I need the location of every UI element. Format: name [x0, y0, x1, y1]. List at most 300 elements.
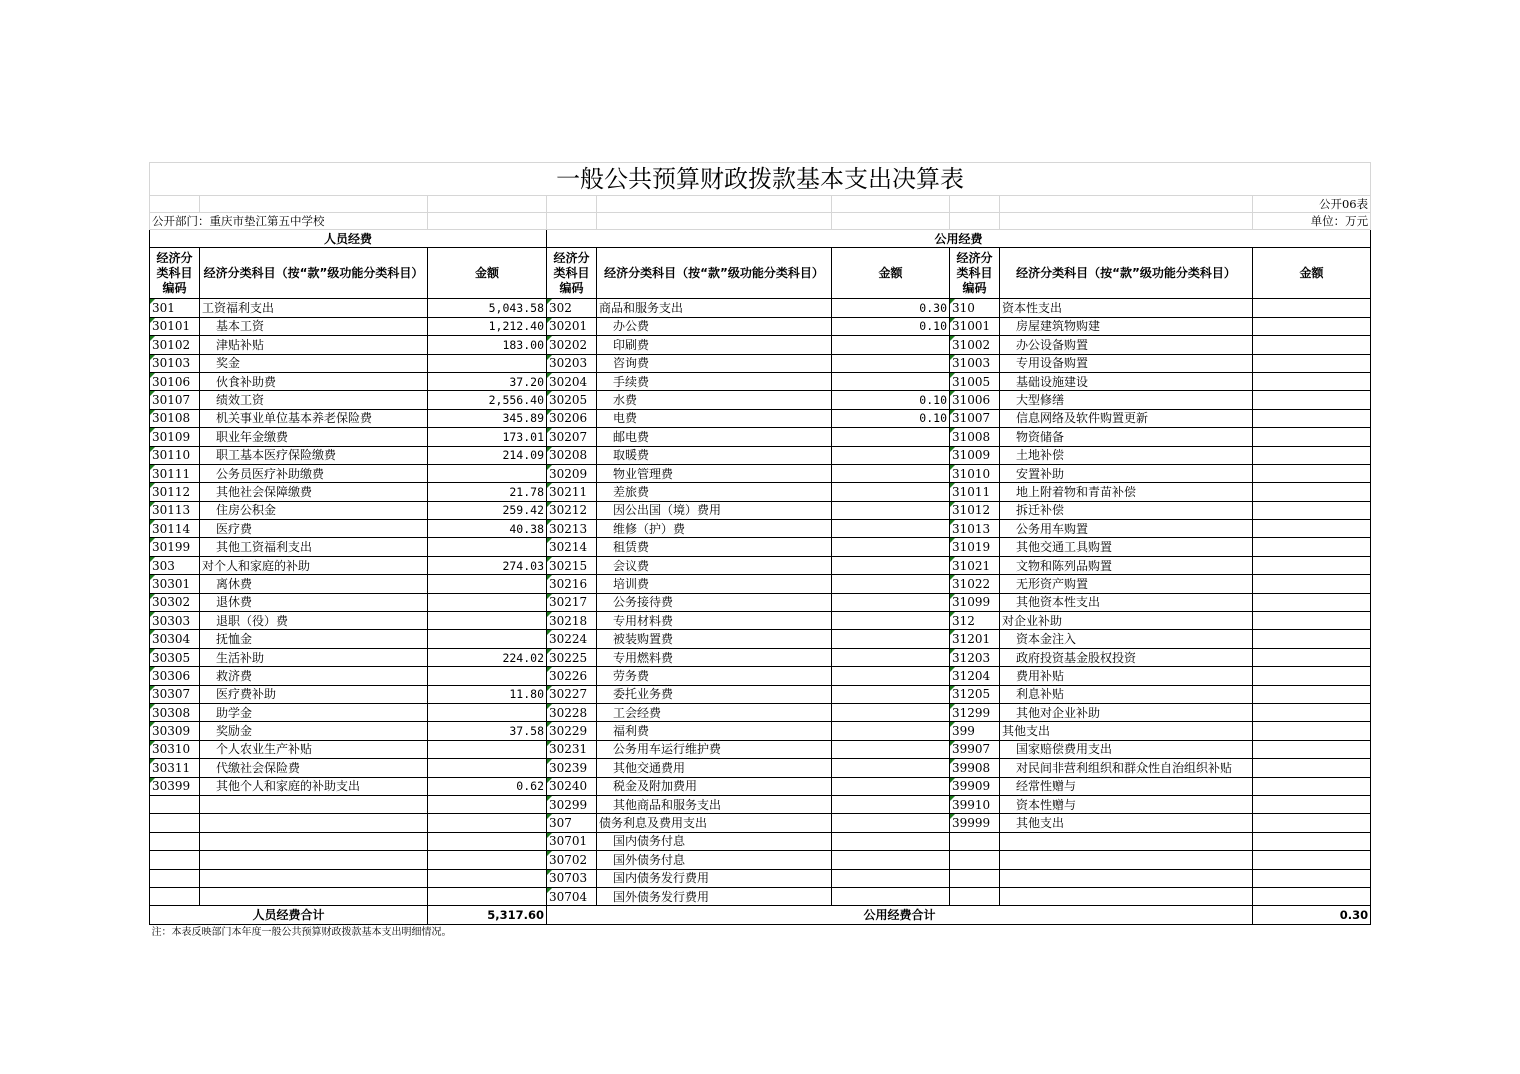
table-row: [150, 795, 1371, 813]
personnel-total-amount: 5,317.60: [428, 906, 547, 924]
row-name: 委托业务费: [597, 685, 832, 703]
row-amount: [832, 538, 950, 556]
row-name: [200, 814, 428, 832]
row-code: 31099: [950, 593, 1000, 611]
row-code: 30110: [150, 446, 200, 464]
row-amount: [1253, 446, 1371, 464]
row-code: 31010: [950, 464, 1000, 482]
table-row: [150, 538, 1371, 556]
row-amount: [1253, 703, 1371, 721]
row-name: 伙食补助费: [200, 372, 428, 390]
row-name: 安置补助: [1000, 464, 1253, 482]
row-amount: [428, 464, 547, 482]
row-name: 职业年金缴费: [200, 428, 428, 446]
row-name: 其他支出: [1000, 722, 1253, 740]
row-name: 基本工资: [200, 317, 428, 335]
row-name: 资本金注入: [1000, 630, 1253, 648]
row-name: 水费: [597, 391, 832, 409]
row-code: 307: [547, 814, 597, 832]
row-name: 税金及附加费用: [597, 777, 832, 795]
row-name: 国内债务付息: [597, 832, 832, 850]
row-name: 救济费: [200, 667, 428, 685]
row-name: 绩效工资: [200, 391, 428, 409]
row-amount: [428, 887, 547, 905]
row-code: 302: [547, 299, 597, 317]
row-name: 利息补贴: [1000, 685, 1253, 703]
row-name: 商品和服务支出: [597, 299, 832, 317]
row-name: 职工基本医疗保险缴费: [200, 446, 428, 464]
table-row: [150, 446, 1371, 464]
row-amount: [832, 630, 950, 648]
row-amount: [832, 667, 950, 685]
row-amount: [428, 667, 547, 685]
row-amount: [832, 832, 950, 850]
expenditure-table: [149, 162, 1371, 941]
row-name: 退职（役）费: [200, 612, 428, 630]
row-code: 30226: [547, 667, 597, 685]
row-code: 30208: [547, 446, 597, 464]
row-amount: [1253, 777, 1371, 795]
row-code: 30203: [547, 354, 597, 372]
table-row: [150, 336, 1371, 354]
row-code: 30102: [150, 336, 200, 354]
row-code: 31007: [950, 409, 1000, 427]
row-code: 30306: [150, 667, 200, 685]
row-amount: [1253, 336, 1371, 354]
row-amount: 274.03: [428, 556, 547, 574]
row-name: 维修（护）费: [597, 520, 832, 538]
row-name: [200, 869, 428, 887]
row-code: [150, 887, 200, 905]
row-amount: 40.38: [428, 520, 547, 538]
row-name: 无形资产购置: [1000, 575, 1253, 593]
row-code: 30207: [547, 428, 597, 446]
row-amount: [1253, 887, 1371, 905]
row-name: 咨询费: [597, 354, 832, 372]
row-code: 30310: [150, 740, 200, 758]
row-name: 福利费: [597, 722, 832, 740]
row-code: [150, 814, 200, 832]
row-name: 国内债务发行费用: [597, 869, 832, 887]
table-row: [150, 722, 1371, 740]
row-amount: 0.10: [832, 317, 950, 335]
page-title: 一般公共预算财政拨款基本支出决算表: [150, 163, 1371, 196]
table-row: [150, 299, 1371, 317]
row-amount: [1253, 317, 1371, 335]
row-code: [150, 832, 200, 850]
row-name: 津贴补贴: [200, 336, 428, 354]
row-name: 医疗费: [200, 520, 428, 538]
row-name: 其他个人和家庭的补助支出: [200, 777, 428, 795]
row-code: 30308: [150, 703, 200, 721]
row-name: 其他对企业补助: [1000, 703, 1253, 721]
department-label: 公开部门：重庆市垫江第五中学校: [150, 213, 428, 230]
row-name: 物业管理费: [597, 464, 832, 482]
row-code: 310: [950, 299, 1000, 317]
row-amount: [832, 851, 950, 869]
row-code: 30303: [150, 612, 200, 630]
row-name: 租赁费: [597, 538, 832, 556]
row-code: 31013: [950, 520, 1000, 538]
row-name: 政府投资基金股权投资: [1000, 648, 1253, 666]
table-row: [150, 703, 1371, 721]
row-amount: [428, 832, 547, 850]
row-code: 30229: [547, 722, 597, 740]
row-code: 30704: [547, 887, 597, 905]
row-code: 30299: [547, 795, 597, 813]
row-name: 经常性赠与: [1000, 777, 1253, 795]
row-name: 其他商品和服务支出: [597, 795, 832, 813]
row-amount: 11.80: [428, 685, 547, 703]
header-amount-1: 金额: [428, 248, 547, 299]
row-amount: [832, 740, 950, 758]
row-name: 其他工资福利支出: [200, 538, 428, 556]
row-name: 离休费: [200, 575, 428, 593]
row-amount: [428, 630, 547, 648]
personnel-total-label: 人员经费合计: [150, 906, 428, 924]
row-amount: [832, 795, 950, 813]
table-row: [150, 685, 1371, 703]
row-code: 30114: [150, 520, 200, 538]
row-amount: [832, 722, 950, 740]
row-code: 30304: [150, 630, 200, 648]
row-amount: [832, 501, 950, 519]
row-name: 被装购置费: [597, 630, 832, 648]
row-amount: [832, 556, 950, 574]
row-amount: 345.89: [428, 409, 547, 427]
row-code: 30218: [547, 612, 597, 630]
row-amount: [428, 795, 547, 813]
header-amount-2: 金额: [832, 248, 950, 299]
row-name: 印刷费: [597, 336, 832, 354]
header-code-2: 经济分类科目编码: [547, 248, 597, 299]
row-code: 30311: [150, 759, 200, 777]
row-amount: 1,212.40: [428, 317, 547, 335]
row-name: 工资福利支出: [200, 299, 428, 317]
row-code: 30225: [547, 648, 597, 666]
row-amount: [832, 354, 950, 372]
public-total-amount: 0.30: [1253, 906, 1371, 924]
row-name: 拆迁补偿: [1000, 501, 1253, 519]
row-amount: [1253, 575, 1371, 593]
row-amount: [832, 703, 950, 721]
row-amount: [832, 428, 950, 446]
row-name: 基础设施建设: [1000, 372, 1253, 390]
row-name: 土地补偿: [1000, 446, 1253, 464]
row-amount: [1253, 740, 1371, 758]
row-code: 30212: [547, 501, 597, 519]
table-row: [150, 501, 1371, 519]
table-row: [150, 630, 1371, 648]
table-row: [150, 759, 1371, 777]
row-code: 30205: [547, 391, 597, 409]
row-name: 资本性赠与: [1000, 795, 1253, 813]
header-name-1: 经济分类科目（按“款”级功能分类科目）: [200, 248, 428, 299]
row-name: 办公费: [597, 317, 832, 335]
row-code: 31005: [950, 372, 1000, 390]
table-row: [150, 372, 1371, 390]
row-code: 31011: [950, 483, 1000, 501]
row-code: 303: [150, 556, 200, 574]
table-row: [150, 593, 1371, 611]
row-amount: [428, 869, 547, 887]
row-code: 30307: [150, 685, 200, 703]
row-code: 31006: [950, 391, 1000, 409]
row-code: 30202: [547, 336, 597, 354]
row-code: 30399: [150, 777, 200, 795]
row-amount: [428, 851, 547, 869]
row-amount: [832, 777, 950, 795]
row-name: [1000, 851, 1253, 869]
table-row: [150, 648, 1371, 666]
row-code: 30703: [547, 869, 597, 887]
row-amount: [1253, 372, 1371, 390]
row-code: 30109: [150, 428, 200, 446]
row-name: 劳务费: [597, 667, 832, 685]
row-amount: [1253, 354, 1371, 372]
table-row: [150, 520, 1371, 538]
row-name: 住房公积金: [200, 501, 428, 519]
section-public: 公用经费: [547, 230, 1371, 248]
row-name: 费用补贴: [1000, 667, 1253, 685]
row-name: 办公设备购置: [1000, 336, 1253, 354]
row-name: 其他交通工具购置: [1000, 538, 1253, 556]
row-code: 30103: [150, 354, 200, 372]
row-name: 对企业补助: [1000, 612, 1253, 630]
row-code: 31008: [950, 428, 1000, 446]
budget-sheet: [149, 162, 1370, 941]
row-amount: [1253, 391, 1371, 409]
row-amount: [1253, 520, 1371, 538]
row-name: 邮电费: [597, 428, 832, 446]
row-amount: 259.42: [428, 501, 547, 519]
table-number: 公开06表: [1253, 196, 1371, 213]
row-amount: [428, 538, 547, 556]
row-code: 30228: [547, 703, 597, 721]
row-amount: [428, 759, 547, 777]
row-name: [1000, 832, 1253, 850]
row-code: [950, 832, 1000, 850]
row-name: 个人农业生产补贴: [200, 740, 428, 758]
row-name: 信息网络及软件购置更新: [1000, 409, 1253, 427]
row-amount: [1253, 556, 1371, 574]
row-code: 30107: [150, 391, 200, 409]
row-name: 其他资本性支出: [1000, 593, 1253, 611]
table-row: [150, 777, 1371, 795]
table-row: [150, 464, 1371, 482]
public-total-label: 公用经费合计: [547, 906, 1253, 924]
row-name: 国外债务发行费用: [597, 887, 832, 905]
row-code: 31019: [950, 538, 1000, 556]
row-name: 地上附着物和青苗补偿: [1000, 483, 1253, 501]
row-code: 31001: [950, 317, 1000, 335]
row-name: 其他支出: [1000, 814, 1253, 832]
row-name: 助学金: [200, 703, 428, 721]
table-row: [150, 851, 1371, 869]
row-amount: 2,556.40: [428, 391, 547, 409]
row-code: [150, 795, 200, 813]
row-name: 其他交通费用: [597, 759, 832, 777]
row-amount: [1253, 722, 1371, 740]
table-row: [150, 832, 1371, 850]
section-personnel: 人员经费: [150, 230, 547, 248]
row-amount: 224.02: [428, 648, 547, 666]
row-code: 30215: [547, 556, 597, 574]
row-name: 退休费: [200, 593, 428, 611]
row-code: 31002: [950, 336, 1000, 354]
row-amount: [1253, 538, 1371, 556]
row-code: 31205: [950, 685, 1000, 703]
row-amount: [832, 814, 950, 832]
row-amount: [832, 520, 950, 538]
header-code-3: 经济分类科目编码: [950, 248, 1000, 299]
row-amount: [428, 740, 547, 758]
row-code: 31299: [950, 703, 1000, 721]
row-amount: 214.09: [428, 446, 547, 464]
row-code: 30216: [547, 575, 597, 593]
row-amount: [1253, 299, 1371, 317]
row-code: 301: [150, 299, 200, 317]
row-amount: [832, 336, 950, 354]
table-row: [150, 869, 1371, 887]
row-amount: [832, 575, 950, 593]
row-code: 30227: [547, 685, 597, 703]
row-code: 30702: [547, 851, 597, 869]
row-name: [200, 795, 428, 813]
row-amount: 37.58: [428, 722, 547, 740]
row-code: [950, 869, 1000, 887]
row-code: 39910: [950, 795, 1000, 813]
row-code: 39907: [950, 740, 1000, 758]
row-code: 30701: [547, 832, 597, 850]
row-code: 30224: [547, 630, 597, 648]
row-amount: [1253, 612, 1371, 630]
row-code: 30211: [547, 483, 597, 501]
row-name: 取暖费: [597, 446, 832, 464]
row-amount: [428, 814, 547, 832]
row-code: 30213: [547, 520, 597, 538]
row-code: 30309: [150, 722, 200, 740]
row-amount: [1253, 832, 1371, 850]
row-code: 30214: [547, 538, 597, 556]
row-code: [150, 851, 200, 869]
table-row: [150, 575, 1371, 593]
row-code: 30199: [150, 538, 200, 556]
row-code: 39999: [950, 814, 1000, 832]
row-code: 30111: [150, 464, 200, 482]
row-name: [1000, 887, 1253, 905]
row-amount: [1253, 851, 1371, 869]
row-name: [200, 851, 428, 869]
table-row: [150, 409, 1371, 427]
row-name: 文物和陈列品购置: [1000, 556, 1253, 574]
row-name: 因公出国（境）费用: [597, 501, 832, 519]
row-code: 30206: [547, 409, 597, 427]
row-amount: [428, 703, 547, 721]
table-row: [150, 354, 1371, 372]
row-code: 30301: [150, 575, 200, 593]
row-amount: [832, 593, 950, 611]
row-name: 公务用车购置: [1000, 520, 1253, 538]
row-name: 大型修缮: [1000, 391, 1253, 409]
header-name-3: 经济分类科目（按“款”级功能分类科目）: [1000, 248, 1253, 299]
row-amount: [832, 648, 950, 666]
row-amount: [1253, 685, 1371, 703]
table-row: [150, 483, 1371, 501]
row-name: 专用设备购置: [1000, 354, 1253, 372]
row-amount: [1253, 814, 1371, 832]
row-code: 30204: [547, 372, 597, 390]
row-code: 31203: [950, 648, 1000, 666]
row-name: 其他社会保障缴费: [200, 483, 428, 501]
table-row: [150, 814, 1371, 832]
row-name: 专用材料费: [597, 612, 832, 630]
table-row: [150, 317, 1371, 335]
row-code: 30239: [547, 759, 597, 777]
row-amount: [1253, 501, 1371, 519]
row-amount: [832, 483, 950, 501]
row-amount: [1253, 409, 1371, 427]
row-code: 30217: [547, 593, 597, 611]
row-name: 医疗费补助: [200, 685, 428, 703]
row-amount: [1253, 795, 1371, 813]
row-amount: [428, 612, 547, 630]
row-name: 资本性支出: [1000, 299, 1253, 317]
row-code: 30106: [150, 372, 200, 390]
row-code: 30113: [150, 501, 200, 519]
row-amount: 0.30: [832, 299, 950, 317]
row-code: 312: [950, 612, 1000, 630]
table-row: [150, 740, 1371, 758]
row-code: 30209: [547, 464, 597, 482]
unit-label: 单位：万元: [1253, 213, 1371, 230]
row-name: 国外债务付息: [597, 851, 832, 869]
row-code: [950, 887, 1000, 905]
row-amount: [832, 464, 950, 482]
row-amount: 0.62: [428, 777, 547, 795]
footnote: 注：本表反映部门本年度一般公共预算财政拨款基本支出明细情况。: [151, 926, 452, 938]
row-amount: [428, 354, 547, 372]
row-code: 31012: [950, 501, 1000, 519]
row-code: 30302: [150, 593, 200, 611]
row-name: 对个人和家庭的补助: [200, 556, 428, 574]
row-amount: [1253, 630, 1371, 648]
row-code: [950, 851, 1000, 869]
row-amount: 21.78: [428, 483, 547, 501]
row-name: 电费: [597, 409, 832, 427]
table-row: [150, 391, 1371, 409]
row-amount: [1253, 648, 1371, 666]
row-name: 公务员医疗补助缴费: [200, 464, 428, 482]
row-amount: [832, 612, 950, 630]
row-name: 手续费: [597, 372, 832, 390]
row-name: [1000, 869, 1253, 887]
header-amount-3: 金额: [1253, 248, 1371, 299]
row-amount: [428, 593, 547, 611]
row-amount: 0.10: [832, 391, 950, 409]
row-amount: [428, 575, 547, 593]
header-code-1: 经济分类科目编码: [150, 248, 200, 299]
table-row: [150, 556, 1371, 574]
row-code: 30231: [547, 740, 597, 758]
row-amount: [1253, 464, 1371, 482]
row-name: 生活补助: [200, 648, 428, 666]
row-name: 公务用车运行维护费: [597, 740, 832, 758]
table-row: [150, 612, 1371, 630]
row-name: [200, 887, 428, 905]
row-amount: 37.20: [428, 372, 547, 390]
row-amount: [1253, 593, 1371, 611]
